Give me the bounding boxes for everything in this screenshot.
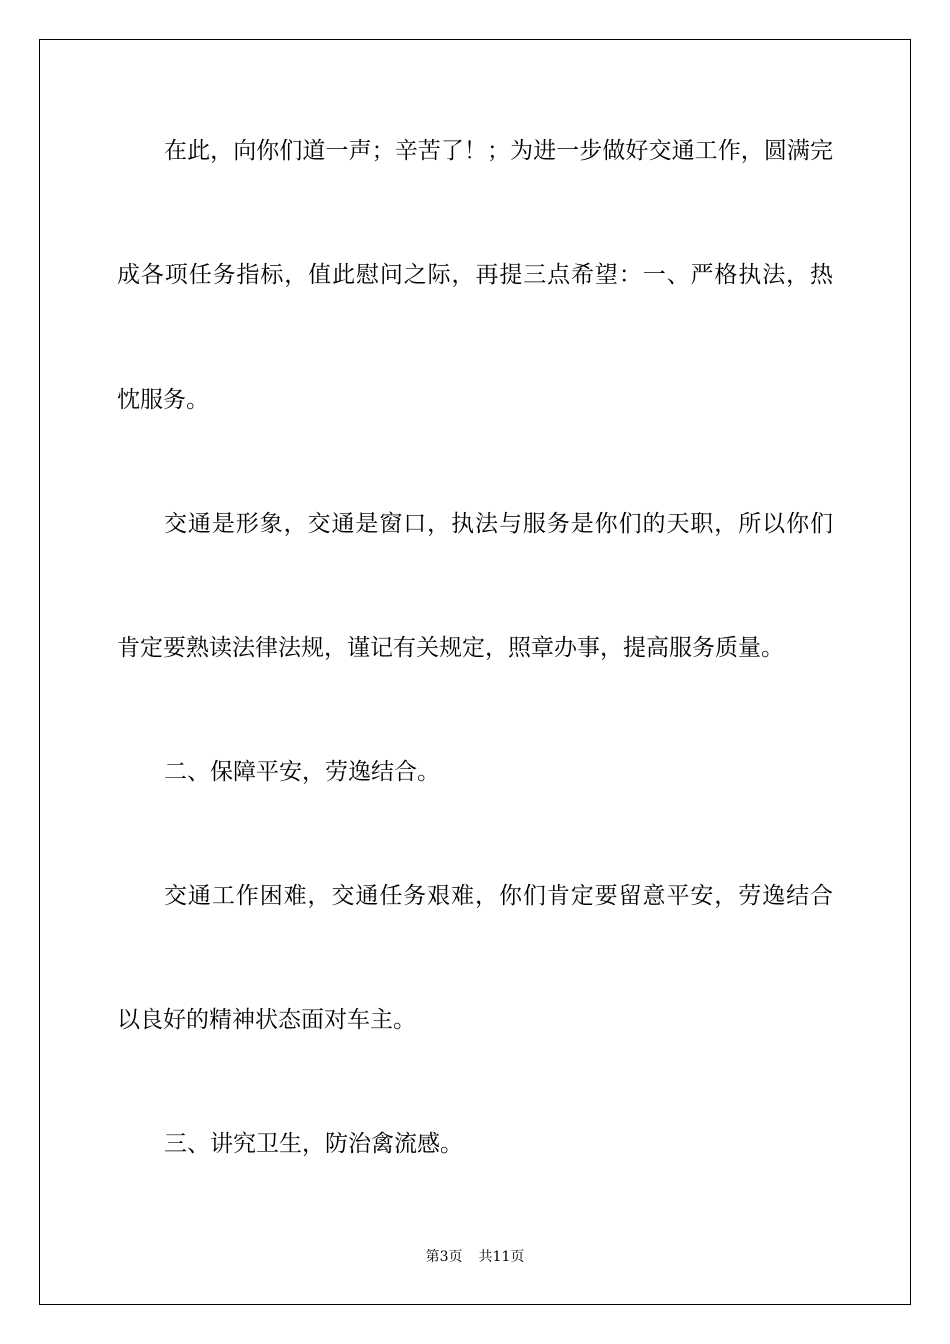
page-total: 共11页 xyxy=(478,1249,525,1265)
paragraph-1-line-3: 忱服务。 xyxy=(117,387,209,413)
paragraph-2-line-2: 肯定要熟读法律法规，谨记有关规定，照章办事，提高服务质量。 xyxy=(117,635,784,661)
paragraph-2-line-1: 交通是形象，交通是窗口，执法与服务是你们的天职，所以你们 xyxy=(164,511,833,537)
page-number: 第3页 xyxy=(425,1249,463,1265)
page-footer xyxy=(0,1247,950,1267)
paragraph-1-line-2: 成各项任务指标，值此慰问之际，再提三点希望：一、严格执法，热 xyxy=(117,262,833,288)
paragraph-1-line-1: 在此，向你们道一声；辛苦了！；为进一步做好交通工作，圆满完 xyxy=(164,138,833,164)
section-heading-3: 三、讲究卫生，防治禽流感。 xyxy=(164,1131,463,1157)
paragraph-3-line-2: 以良好的精神状态面对车主。 xyxy=(117,1007,416,1033)
section-heading-2: 二、保障平安，劳逸结合。 xyxy=(164,759,440,785)
paragraph-3-line-1: 交通工作困难，交通任务艰难，你们肯定要留意平安，劳逸结合 xyxy=(164,883,833,909)
page-border xyxy=(39,39,911,1305)
